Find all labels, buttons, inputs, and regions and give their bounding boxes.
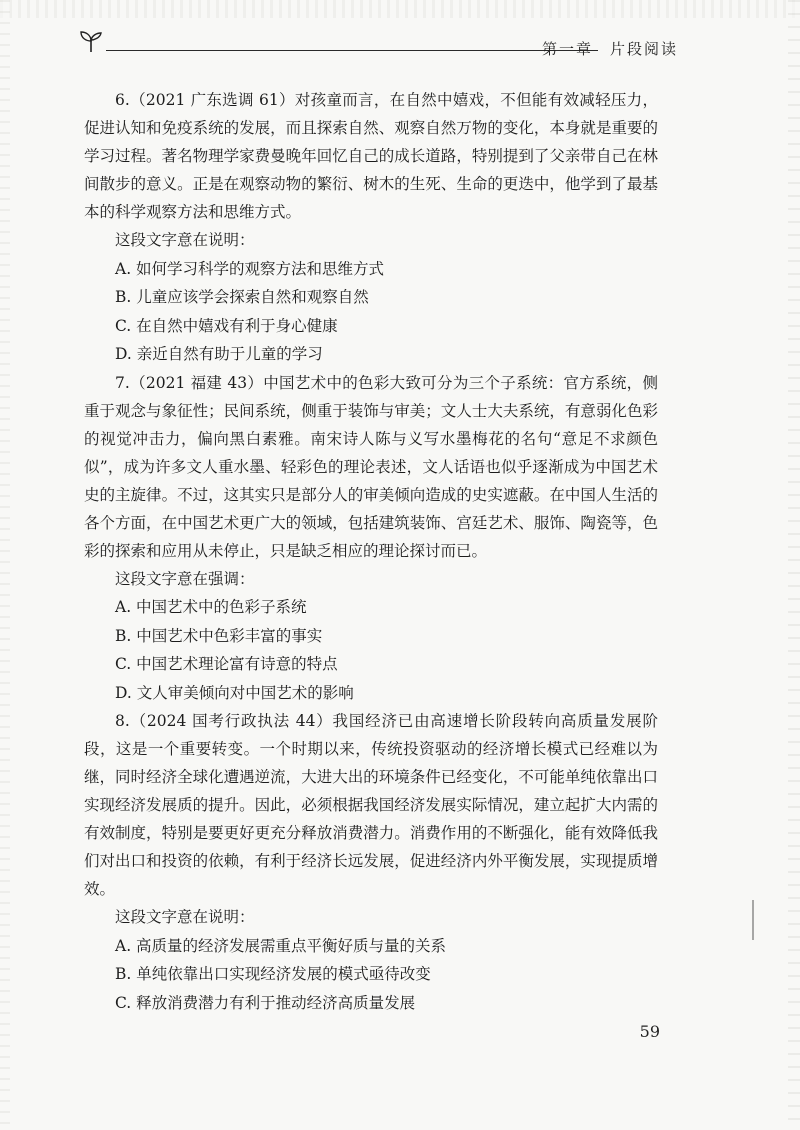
scan-edge-left [0, 0, 10, 1130]
question-6-option-c: C. 在自然中嬉戏有利于身心健康 [115, 316, 338, 335]
header-rule [106, 50, 598, 51]
page-header [78, 28, 678, 62]
question-7-stem: 7.（2021 福建 43）中国艺术中的色彩大致可分为三个子系统：官方系统，侧重于观念与象征性；民间系统，侧重于装饰与审美；文人士大夫系统，有意弱化色彩的视觉冲击力，偏向黑白素雅。南宋诗人陈与义写水墨梅花的名句“意足不求颜色似”，成为许多文人重水墨、轻彩色的理论表述，文人话语也似乎逐渐成为中国艺术史的主旋律。不过，这其实只是部分人的审美倾向造成的史实遮蔽。在中国人生活的各个方面，在中国艺术更广大的领域，包括建筑装饰、宫廷艺术、服饰、陶瓷等，色彩的探索和应用从未停止，只是缺乏相应的理论探讨而已。 [84, 373, 658, 560]
question-6-option-b: B. 儿童应该学会探索自然和观察自然 [115, 288, 369, 306]
question-6-ask: 这段文字意在说明： [115, 231, 255, 249]
page-number: 59 [639, 1022, 660, 1041]
margin-scan-mark [752, 900, 754, 940]
question-7-option-d: D. 文人审美倾向对中国艺术的影响 [115, 683, 354, 702]
question-8-option-c: C. 释放消费潜力有利于推动经济高质量发展 [115, 993, 416, 1012]
scan-edge-top [0, 0, 800, 18]
question-6-stem: 6.（2021 广东选调 61）对孩童而言，在自然中嬉戏，不但能有效减轻压力，促进认知和免疫系统的发展，而且探索自然、观察自然万物的变化，本身就是重要的学习过程。著名物理学家费曼晚年回忆自己的成长道路，特别提到了父亲带自己在林间散步的意义。正是在观察动物的繁衍、树木的生死、生命的更迭中，他学到了最基本的科学观察方法和思维方式。 [84, 91, 658, 221]
question-7-option-c: C. 中国艺术理论富有诗意的特点 [115, 655, 338, 673]
question-6-option-d: D. 亲近自然有助于儿童的学习 [115, 345, 323, 363]
question-7-ask: 这段文字意在强调： [115, 569, 255, 588]
question-6-option-a: A. 如何学习科学的观察方法和思维方式 [115, 259, 385, 278]
question-8-ask: 这段文字意在说明： [115, 908, 255, 926]
page-content [84, 86, 658, 1017]
chapter-title: 第一章 片段阅读 [541, 40, 678, 58]
sprout-icon [78, 28, 104, 54]
question-7-option-b: B. 中国艺术中色彩丰富的事实 [115, 626, 323, 645]
scan-edge-right [788, 0, 800, 1130]
question-8-stem: 8.（2024 国考行政执法 44）我国经济已由高速增长阶段转向高质量发展阶段，这是一个重要转变。一个时期以来，传统投资驱动的经济增长模式已经难以为继，同时经济全球化遭遇逆流，大进大出的环境条件已经变化，不可能单纯依靠出口实现经济发展质的提升。因此，必须根据我国经济发展实际情况，建立起扩大内需的有效制度，特别是要更好更充分释放消费潜力。消费作用的不断强化，能有效降低我们对出口和投资的依赖，有利于经济长远发展，促进经济内外平衡发展，实现提质增效。 [84, 712, 658, 898]
question-7-option-a: A. 中国艺术中的色彩子系统 [115, 598, 307, 616]
question-8-option-a: A. 高质量的经济发展需重点平衡好质与量的关系 [115, 936, 447, 955]
question-8-option-b: B. 单纯依靠出口实现经济发展的模式亟待改变 [115, 965, 431, 983]
